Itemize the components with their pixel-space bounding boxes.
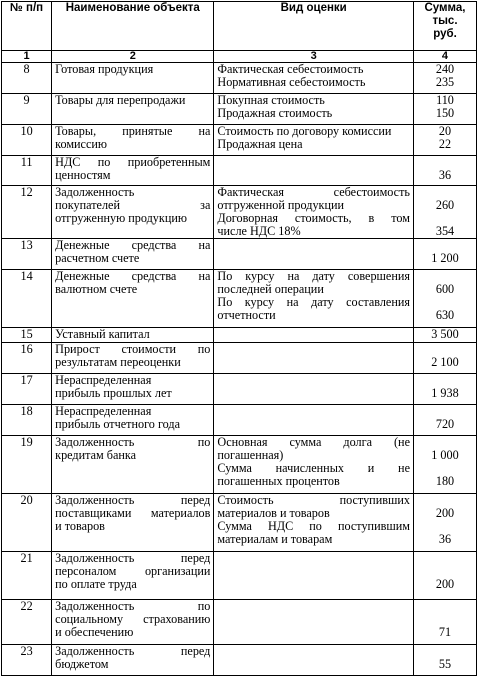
amount-cell	[413, 436, 476, 494]
table-row	[2, 328, 477, 343]
table-row	[2, 600, 477, 645]
amount-line: 2 100	[431, 355, 459, 369]
row-number: 13	[2, 239, 52, 270]
table-row	[2, 270, 477, 328]
amount-cell	[413, 328, 476, 343]
table-row	[2, 343, 477, 374]
object-name-line: Готовая продукция	[55, 62, 154, 76]
amount-cell	[413, 239, 476, 270]
object-name-cell	[52, 239, 214, 270]
valuation-type-cell	[214, 343, 414, 374]
object-name-cell	[52, 645, 214, 676]
valuation-type-cell	[214, 405, 414, 436]
object-name-line: Задолженность	[55, 185, 135, 199]
valuation-type-line: Сумма начисленных и не	[217, 461, 410, 475]
row-number: 17	[2, 374, 52, 405]
amount-line: 600	[435, 282, 455, 296]
header-amount-line1: Сумма,	[424, 2, 466, 14]
valuation-type-cell	[214, 63, 414, 94]
object-name-line: результатам переоценки	[55, 355, 181, 369]
amount-cell	[413, 186, 476, 239]
object-name-line: социальному страхованию	[55, 612, 211, 626]
valuation-type-cell	[214, 239, 414, 270]
table-row	[2, 374, 477, 405]
object-name-line: ценностям	[55, 168, 111, 182]
header-amount-line2: тыс.	[432, 15, 458, 27]
amount-line: 20	[438, 124, 452, 138]
valuation-type-line: числе НДС 18%	[217, 224, 301, 238]
table-body	[2, 63, 477, 676]
row-number: 18	[2, 405, 52, 436]
table-row	[2, 186, 477, 239]
valuation-type-cell	[214, 600, 414, 645]
object-name-line: Задолженность по	[55, 599, 211, 613]
valuation-type-line: Фактическая себестоимость	[217, 185, 410, 199]
header-number: № п/п	[2, 2, 52, 51]
object-name-cell	[52, 405, 214, 436]
amount-line: 1 938	[431, 386, 459, 400]
object-name-cell	[52, 125, 214, 156]
object-name-line: Товары, принятые на	[55, 124, 211, 138]
object-name-line: Задолженность перед	[55, 551, 211, 565]
table-row	[2, 436, 477, 494]
amount-cell	[413, 270, 476, 328]
object-name-line: и товаров	[55, 519, 105, 533]
amount-line: 180	[435, 474, 455, 488]
column-number-2: 2	[52, 51, 214, 63]
amount-line: 1 200	[431, 251, 459, 265]
table-row	[2, 552, 477, 600]
amount-cell	[413, 552, 476, 600]
object-name-line: персоналом организации	[55, 564, 211, 578]
amount-line: 36	[438, 532, 452, 546]
valuation-type-line: материалам и товарам	[217, 532, 333, 546]
object-name-cell	[52, 156, 214, 186]
valuation-type-cell	[214, 494, 414, 552]
object-name-line: бюджетом	[55, 657, 109, 671]
valuation-type-cell	[214, 125, 414, 156]
amount-line: 200	[435, 506, 455, 520]
amount-line: 200	[435, 577, 455, 591]
valuation-type-line: отчетности	[217, 308, 276, 322]
row-number: 14	[2, 270, 52, 328]
valuation-type-line: отгруженной продукции	[217, 198, 345, 212]
row-number: 11	[2, 156, 52, 186]
valuation-table	[1, 1, 477, 676]
object-name-line: Нераспределенная	[55, 373, 152, 387]
valuation-type-line: Стоимость поступивших	[217, 493, 410, 507]
valuation-type-cell	[214, 552, 414, 600]
object-name-line: комиссию	[55, 137, 107, 151]
valuation-type-line: Фактическая себестоимость	[217, 62, 364, 76]
valuation-type-line: По курсу на дату составления	[217, 295, 410, 309]
valuation-type-cell	[214, 186, 414, 239]
header-row	[2, 2, 477, 51]
amount-line: 354	[435, 224, 455, 238]
object-name-line: прибыль прошлых лет	[55, 386, 172, 400]
object-name-line: валютном счете	[55, 282, 138, 296]
object-name-line: Задолженность по	[55, 435, 211, 449]
amount-line: 3 500	[431, 327, 459, 341]
valuation-type-cell	[214, 328, 414, 343]
column-number-1: 1	[2, 51, 52, 63]
row-number: 16	[2, 343, 52, 374]
valuation-type-line: Покупная стоимость	[217, 93, 325, 107]
object-name-cell	[52, 63, 214, 94]
valuation-type-cell	[214, 374, 414, 405]
column-numbering-row	[2, 51, 477, 63]
amount-line: 240	[435, 62, 455, 76]
amount-line: 260	[435, 198, 455, 212]
column-number-3: 3	[214, 51, 414, 63]
amount-line: 630	[435, 308, 455, 322]
object-name-line: Денежные средства на	[55, 238, 211, 252]
object-name-line: НДС по приобретенным	[55, 155, 211, 169]
header-amount-line3: руб.	[433, 28, 457, 40]
object-name-line: и обеспечению	[55, 625, 134, 639]
valuation-type-cell	[214, 94, 414, 125]
valuation-type-line: Основная сумма долга (не	[217, 435, 410, 449]
valuation-type-cell	[214, 645, 414, 676]
table-row	[2, 645, 477, 676]
object-name-cell	[52, 343, 214, 374]
header-valuation-type: Вид оценки	[214, 2, 414, 51]
object-name-cell	[52, 436, 214, 494]
valuation-type-line: Стоимость по договору комиссии	[217, 124, 392, 138]
amount-cell	[413, 645, 476, 676]
row-number: 21	[2, 552, 52, 600]
object-name-line: Денежные средства на	[55, 269, 211, 283]
object-name-cell	[52, 552, 214, 600]
object-name-cell	[52, 494, 214, 552]
valuation-type-cell	[214, 156, 414, 186]
amount-cell	[413, 156, 476, 186]
object-name-cell	[52, 186, 214, 239]
valuation-type-cell	[214, 270, 414, 328]
object-name-line: покупателей за	[55, 198, 211, 212]
table-row	[2, 125, 477, 156]
object-name-line: Задолженность перед	[55, 644, 211, 658]
table-row	[2, 94, 477, 125]
row-number: 12	[2, 186, 52, 239]
table-row	[2, 239, 477, 270]
object-name-line: поставщиками материалов	[55, 506, 211, 520]
object-name-line: по оплате труда	[55, 577, 137, 591]
row-number: 15	[2, 328, 52, 343]
table-row	[2, 494, 477, 552]
row-number: 20	[2, 494, 52, 552]
valuation-type-line: погашенных процентов	[217, 474, 340, 488]
object-name-line: Товары для перепродажи	[55, 93, 186, 107]
amount-line: 150	[435, 106, 455, 120]
object-name-line: Прирост стоимости по	[55, 342, 211, 356]
row-number: 9	[2, 94, 52, 125]
object-name-line: кредитам банка	[55, 448, 137, 462]
amount-cell	[413, 63, 476, 94]
object-name-cell	[52, 94, 214, 125]
amount-line: 720	[435, 417, 455, 431]
amount-line: 22	[438, 137, 452, 151]
valuation-type-line: Договорная стоимость, в том	[217, 211, 410, 225]
amount-cell	[413, 600, 476, 645]
amount-cell	[413, 405, 476, 436]
valuation-type-line: последней операции	[217, 282, 324, 296]
row-number: 22	[2, 600, 52, 645]
amount-cell	[413, 94, 476, 125]
object-name-cell	[52, 328, 214, 343]
object-name-line: Задолженность перед	[55, 493, 211, 507]
valuation-type-line: Сумма НДС по поступившим	[217, 519, 410, 533]
object-name-cell	[52, 270, 214, 328]
header-amount	[413, 2, 476, 51]
row-number: 23	[2, 645, 52, 676]
amount-cell	[413, 343, 476, 374]
valuation-type-line: По курсу на дату совершения	[217, 269, 410, 283]
column-number-4: 4	[413, 51, 476, 63]
valuation-type-line: материалов и товаров	[217, 506, 330, 520]
table-row	[2, 63, 477, 94]
valuation-type-line: Продажная стоимость	[217, 106, 333, 120]
amount-line: 71	[438, 625, 452, 639]
object-name-line: расчетном счете	[55, 251, 140, 265]
object-name-cell	[52, 600, 214, 645]
valuation-type-line: погашенная)	[217, 448, 284, 462]
valuation-type-cell	[214, 436, 414, 494]
amount-cell	[413, 374, 476, 405]
amount-cell	[413, 494, 476, 552]
amount-line: 1 000	[431, 448, 459, 462]
row-number: 10	[2, 125, 52, 156]
object-name-cell	[52, 374, 214, 405]
object-name-line: прибыль отчетного года	[55, 417, 180, 431]
amount-line: 36	[438, 168, 452, 182]
amount-line: 235	[435, 75, 455, 89]
amount-line: 110	[436, 93, 454, 107]
row-number: 19	[2, 436, 52, 494]
row-number: 8	[2, 63, 52, 94]
table-row	[2, 156, 477, 186]
valuation-type-line: Продажная цена	[217, 137, 303, 151]
header-object-name: Наименование объекта	[52, 2, 214, 51]
table-row	[2, 405, 477, 436]
amount-cell	[413, 125, 476, 156]
object-name-line: отгруженную продукцию	[55, 211, 187, 225]
object-name-line: Уставный капитал	[55, 327, 150, 341]
valuation-type-line: Нормативная себестоимость	[217, 75, 366, 89]
object-name-line: Нераспределенная	[55, 404, 152, 418]
amount-line: 55	[438, 657, 452, 671]
